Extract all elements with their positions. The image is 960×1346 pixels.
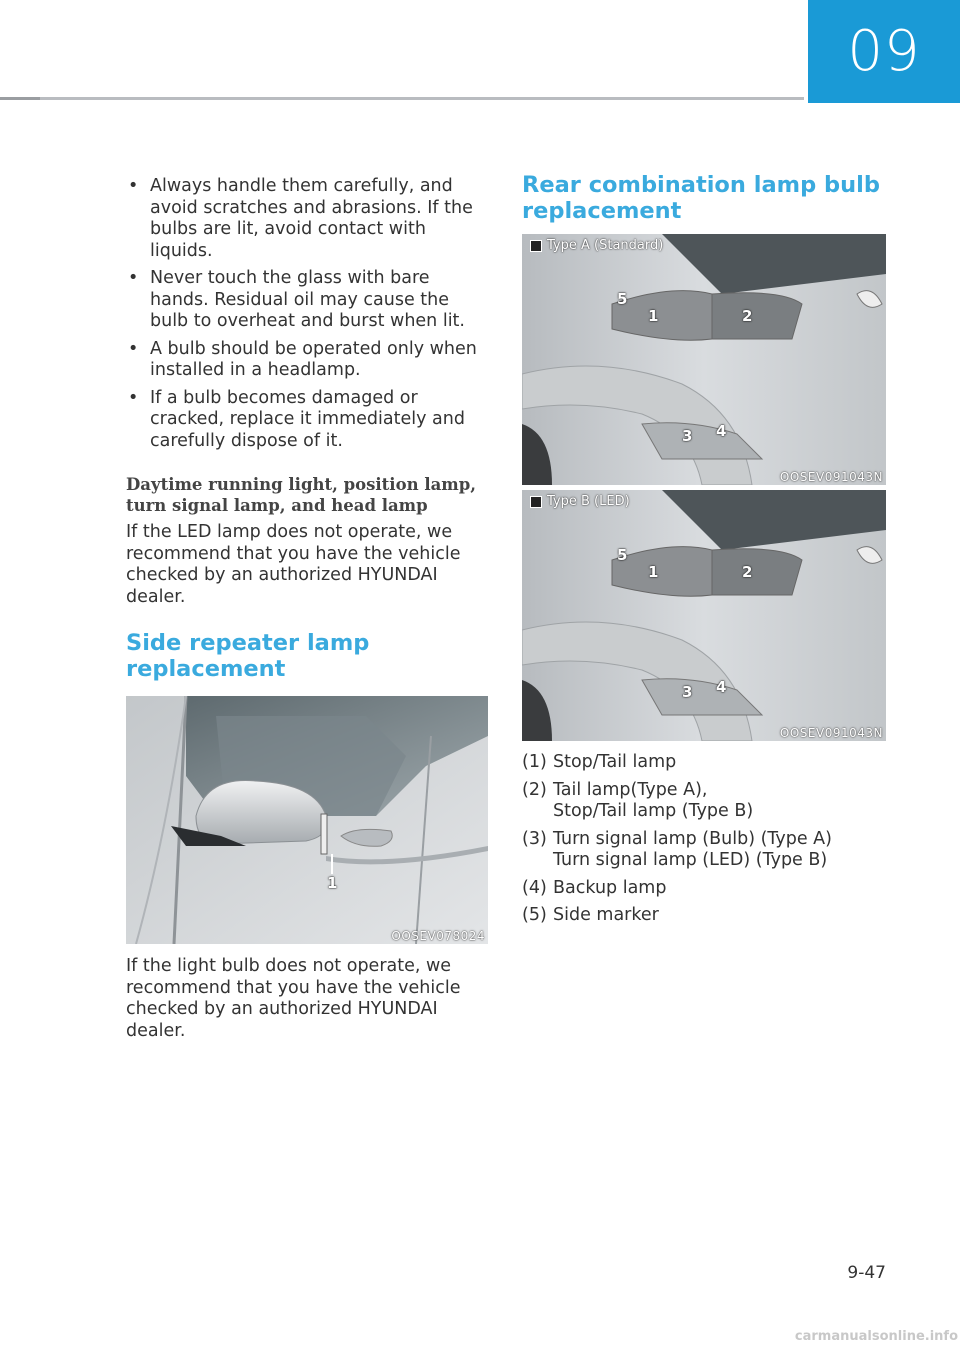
callout-2: 2 — [742, 563, 753, 581]
right-column — [522, 172, 886, 933]
rear-lamp-illustration-type-b — [522, 490, 886, 741]
bullet-item: • A bulb should be operated only when installed in a headlamp. — [128, 338, 477, 380]
legend-item: (5) Side marker — [522, 905, 659, 925]
callout-1: 1 — [648, 307, 659, 325]
bullet-dot: • — [128, 387, 139, 408]
rear-lamp-illustration-type-a — [522, 234, 886, 485]
type-b-label: Type B (LED) — [530, 494, 630, 509]
section-title-side-repeater: Side repeater lamp replacement — [126, 630, 370, 682]
lamp-legend — [522, 752, 886, 927]
callout-4: 4 — [716, 422, 727, 440]
legend-item: (4) Backup lamp — [522, 877, 667, 898]
bullet-item: • Never touch the glass with bare hands. Residual oil may cause the bulb to overheat and burst when lit. — [128, 268, 465, 331]
callout-5: 5 — [617, 290, 628, 308]
legend-item: (3) Turn signal lamp (Bulb) (Type A) Turn signal lamp (LED) (Type B) — [522, 828, 832, 870]
header-rule-accent — [0, 97, 40, 100]
type-a-label: Type A (Standard) — [530, 238, 663, 253]
chapter-tab: 09 — [808, 0, 960, 103]
rear-lamp-figure-type-b — [522, 490, 886, 741]
legend-item: (1) Stop/Tail lamp — [522, 752, 677, 772]
figure-code: OOSEV078024 — [391, 929, 485, 943]
bullet-dot: • — [128, 176, 139, 196]
bullet-list — [126, 176, 488, 452]
figure-code: OOSEV091043N — [779, 470, 883, 484]
bullet-dot: • — [128, 268, 139, 288]
bullet-dot: • — [128, 338, 139, 359]
callout-3: 3 — [682, 427, 693, 445]
left-column — [126, 176, 488, 1042]
label-square-icon — [530, 240, 542, 252]
callout-5: 5 — [617, 546, 628, 564]
callout-1: 1 — [648, 563, 659, 581]
legend-item: (2) Tail lamp(Type A), Stop/Tail lamp (Type B) — [522, 779, 754, 821]
header-rule — [0, 97, 804, 100]
watermark: carmanualsonline.info — [794, 1329, 958, 1344]
rear-lamp-figure-type-a — [522, 234, 886, 485]
led-paragraph: If the LED lamp does not operate, we recommend that you have the vehicle checked by an authorized HYUNDAI dealer. — [126, 522, 461, 607]
bullet-item: • If a bulb becomes damaged or cracked, replace it immediately and carefully dispose of it. — [128, 387, 465, 451]
callout-2: 2 — [742, 307, 753, 325]
label-square-icon — [530, 496, 542, 508]
page-number: 9-47 — [847, 1263, 886, 1283]
bullet-item: • Always handle them carefully, and avoid scratches and abrasions. If the bulbs are lit, avoid contact with liquids. — [128, 176, 473, 261]
side-repeater-illustration — [126, 696, 488, 944]
callout-1: 1 — [327, 874, 338, 892]
side-repeater-figure — [126, 696, 488, 944]
side-repeater-paragraph: If the light bulb does not operate, we recommend that you have the vehicle checked by an authorized HYUNDAI dealer. — [126, 956, 461, 1041]
figure-code: OOSEV091043N — [779, 726, 883, 740]
callout-3: 3 — [682, 683, 693, 701]
subheading: Daytime running light, position lamp, turn signal lamp, and head lamp — [126, 475, 477, 515]
section-title-rear-combination: Rear combination lamp bulb replacement — [522, 172, 880, 224]
callout-4: 4 — [716, 678, 727, 696]
